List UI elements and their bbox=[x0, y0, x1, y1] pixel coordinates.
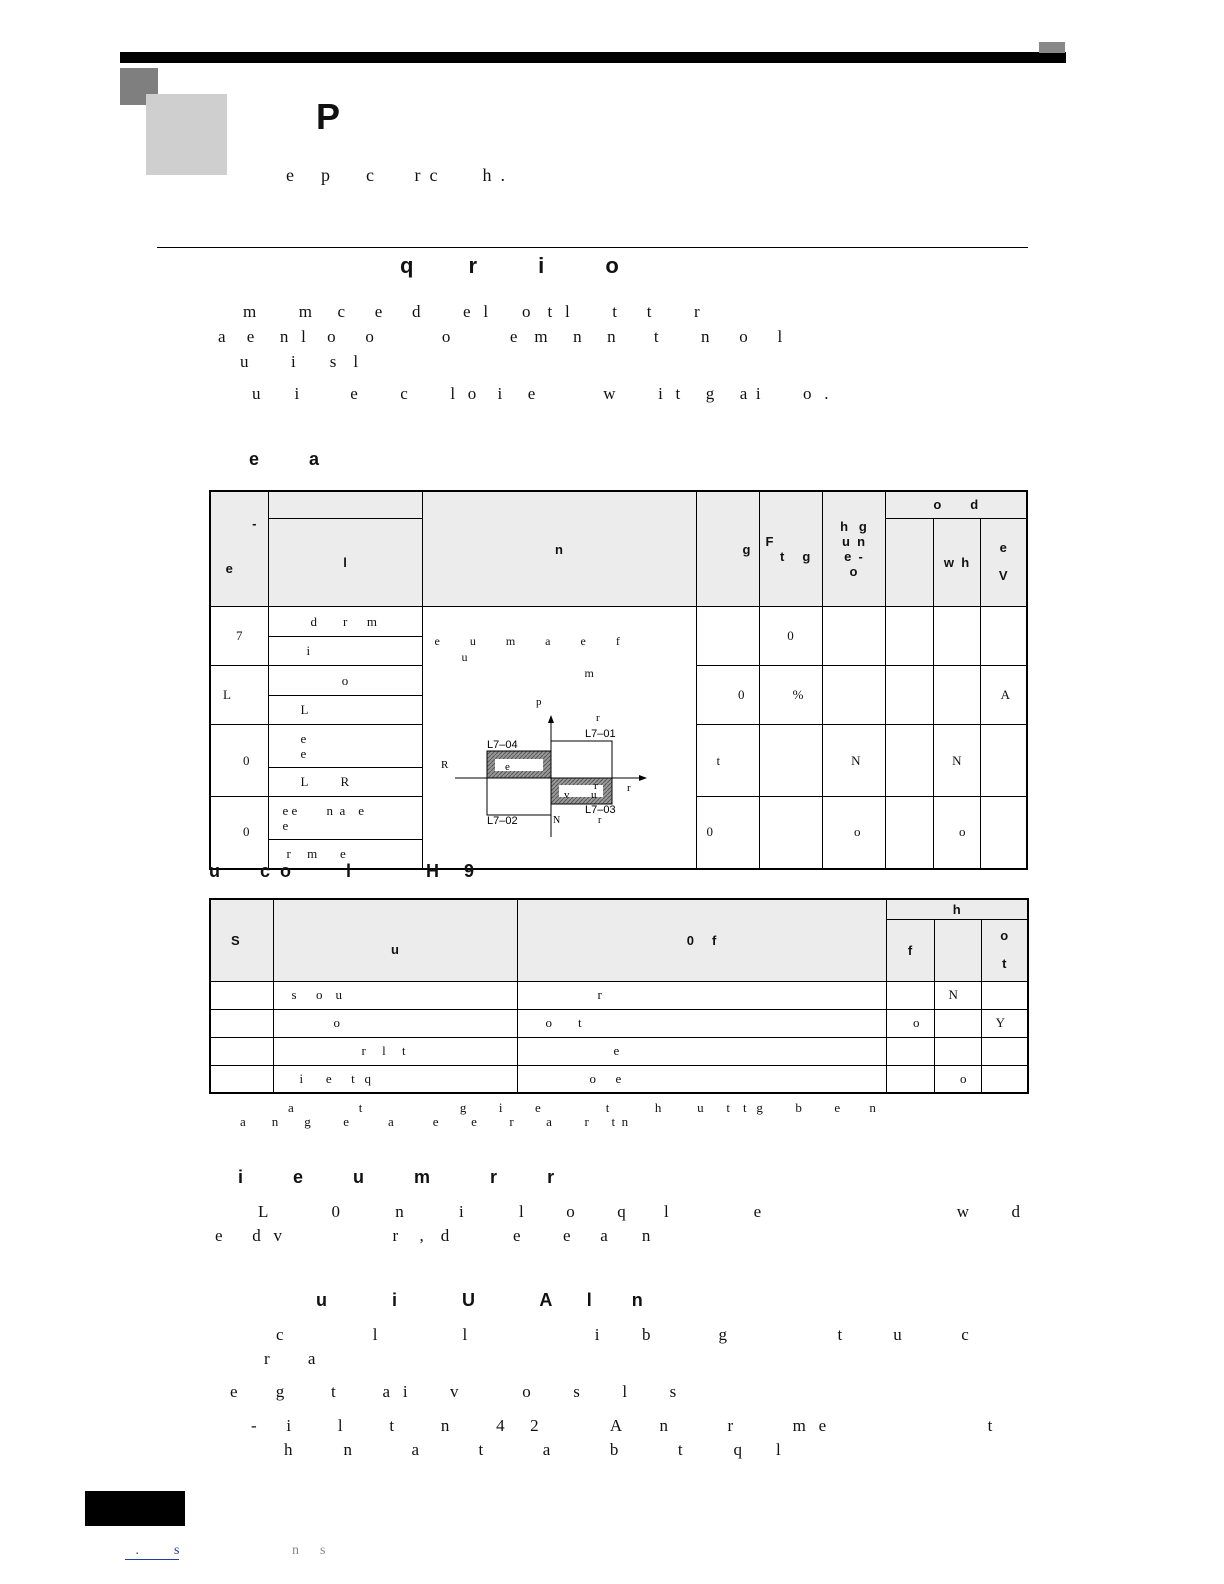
diagram-x-arrow bbox=[639, 775, 647, 781]
t1-row1-number: 7 bbox=[210, 607, 268, 666]
t1-header-control: o d bbox=[885, 491, 1027, 518]
section-title: q r i o bbox=[400, 253, 619, 278]
section3-line-3: e g t a i v o s l s bbox=[230, 1382, 677, 1401]
t1-row4-change: o bbox=[822, 797, 885, 869]
diagram-label-r2: r bbox=[593, 780, 598, 792]
chapter-tab-light bbox=[146, 94, 227, 175]
t1-row4-name-2: r m e bbox=[268, 840, 422, 869]
diagram-label-r3: r bbox=[626, 782, 631, 794]
section2-heading: i e u m r r bbox=[238, 1167, 555, 1187]
section2-line-1: L 0 n i l o q l e w d bbox=[258, 1202, 1020, 1221]
t1-row2-range: 0 bbox=[696, 666, 759, 725]
t1-row3-change: N bbox=[822, 725, 885, 797]
intro-line-3: u i s l bbox=[240, 352, 359, 371]
t2-row1-d bbox=[886, 981, 934, 1009]
t2-row4-b: i e t q bbox=[273, 1065, 517, 1093]
section3-line-4: - i l t n 4 2 A n r m e t bbox=[251, 1416, 993, 1435]
t1-row1-o bbox=[980, 607, 1027, 666]
t2-row2-a bbox=[210, 1009, 273, 1037]
footer-text: n s bbox=[292, 1543, 326, 1558]
t1-row1-v bbox=[885, 607, 933, 666]
t1-row2-name-2: L bbox=[268, 696, 422, 725]
t2-row2-f: Y bbox=[981, 1009, 1028, 1037]
table1-heading: e a bbox=[249, 449, 320, 469]
t2-header-blank bbox=[934, 919, 981, 981]
t1-header-number-label: e bbox=[225, 561, 233, 576]
t2-row4-f bbox=[981, 1065, 1028, 1093]
diagram-label-p: p bbox=[535, 696, 541, 708]
t1-header-number-mark: - bbox=[252, 516, 257, 531]
t2-row4-a bbox=[210, 1065, 273, 1093]
diagram-label-R: R bbox=[440, 759, 448, 771]
t1-row1-default: 0 bbox=[759, 607, 822, 666]
t2-row2-d: o bbox=[886, 1009, 934, 1037]
t1-row4-number: 0 bbox=[210, 797, 268, 869]
section2-line-2: e d v r , d e e a n bbox=[215, 1226, 651, 1245]
t2-row2-c: o t bbox=[517, 1009, 886, 1037]
section3-line-1: c l l i b g t u c bbox=[276, 1325, 969, 1344]
diagram-label-r4: r bbox=[597, 815, 601, 826]
t1-header-control-o: e V bbox=[980, 518, 1027, 606]
diagram-y-arrow bbox=[548, 715, 554, 723]
intro-line-4: u i e c l o i e w i t g a i o . bbox=[252, 384, 829, 403]
table2-note-line-1: a t g i e t h u t t g b e n bbox=[288, 1100, 876, 1115]
t1-row3-v bbox=[885, 725, 933, 797]
t2-row4-e: o bbox=[934, 1065, 981, 1093]
footer-link[interactable]: . s bbox=[125, 1543, 180, 1558]
t1-header-name: l bbox=[268, 518, 422, 606]
intro-line-2: a e n l o o o e m n n t n o l bbox=[218, 327, 783, 346]
t1-row2-number: L bbox=[210, 666, 268, 725]
t1-row3-number: 0 bbox=[210, 725, 268, 797]
t1-row3-name-2: L R bbox=[268, 768, 422, 797]
t2-row4-d bbox=[886, 1065, 934, 1093]
t1-description-cell bbox=[422, 607, 696, 869]
t1-row1-range bbox=[696, 607, 759, 666]
t1-row4-o bbox=[980, 797, 1027, 869]
diagram-label-N: N bbox=[552, 815, 560, 826]
t1-row1-name-2: i bbox=[268, 637, 422, 666]
diagram-label-r: r bbox=[595, 712, 600, 724]
parameter-table bbox=[209, 490, 1028, 870]
section3-line-5: h n a t a b t q l bbox=[284, 1440, 781, 1459]
t2-row3-b: r l t bbox=[273, 1037, 517, 1065]
t1-row2-o: A bbox=[980, 666, 1027, 725]
corner-tab-marker bbox=[1039, 42, 1065, 53]
t1-row4-name-1: e e n a e e bbox=[268, 797, 422, 840]
t1-row1-change bbox=[822, 607, 885, 666]
top-rule-bar bbox=[120, 52, 1066, 63]
t1-row2-name-1: o bbox=[268, 666, 422, 696]
t1-row3-name-1: e e bbox=[268, 725, 422, 768]
diagram-box-l704-inner bbox=[495, 759, 543, 771]
t1-header-name-top bbox=[268, 491, 422, 518]
t1-row2-v bbox=[885, 666, 933, 725]
chapter-title: P bbox=[316, 96, 341, 137]
t2-row2-e bbox=[934, 1009, 981, 1037]
diagram-label-u: u bbox=[590, 789, 596, 801]
t1-header-control-v bbox=[885, 518, 933, 606]
t1-row1-name-1: d r m bbox=[268, 607, 422, 637]
t1-row4-v bbox=[885, 797, 933, 869]
diagram-box-l702 bbox=[487, 778, 551, 815]
t2-row3-d bbox=[886, 1037, 934, 1065]
t2-row4-c: o e bbox=[517, 1065, 886, 1093]
page-number-block bbox=[85, 1491, 185, 1526]
t1-row4-range: 0 bbox=[696, 797, 759, 869]
t1-header-description: n bbox=[422, 491, 696, 607]
t1-header-default: F t g bbox=[759, 491, 822, 607]
t2-row3-f bbox=[981, 1037, 1028, 1065]
t1-row4-f: o bbox=[933, 797, 980, 869]
diagram-label-l704: L7–04 bbox=[486, 739, 518, 751]
table2-note-line-2: a n g e a e e r a r t n bbox=[240, 1114, 629, 1129]
diagram-label-v: v bbox=[563, 789, 569, 801]
t1-row2-change bbox=[822, 666, 885, 725]
chapter-subtitle: e p c r c h . bbox=[286, 165, 505, 185]
t2-row1-a bbox=[210, 981, 273, 1009]
diagram-label-l701: L7–01 bbox=[584, 728, 616, 740]
torque-limit-diagram bbox=[423, 607, 697, 869]
t1-row1-f bbox=[933, 607, 980, 666]
table2-heading: u c o l H 9 bbox=[209, 861, 475, 881]
t1-row3-o bbox=[980, 725, 1027, 797]
t2-header-u: u bbox=[273, 899, 517, 981]
t2-row3-a bbox=[210, 1037, 273, 1065]
t1-header-number bbox=[210, 491, 268, 607]
diagram-box-l701 bbox=[551, 741, 612, 778]
t2-row1-c: r bbox=[517, 981, 886, 1009]
intro-line-1: m m c e d e l o t l t t r bbox=[243, 302, 700, 321]
section3-heading: u i U A l n bbox=[316, 1290, 643, 1310]
t2-header-o: o t bbox=[981, 919, 1028, 981]
section-divider bbox=[157, 247, 1028, 248]
t2-row1-b: s o u bbox=[273, 981, 517, 1009]
t2-header-function: 0 f bbox=[517, 899, 886, 981]
t1-description-text: e u m a e f u m bbox=[434, 634, 620, 680]
t1-row3-range: t bbox=[696, 725, 759, 797]
t1-row4-default bbox=[759, 797, 822, 869]
t1-header-control-f: w h bbox=[933, 518, 980, 606]
t2-row3-c: e bbox=[517, 1037, 886, 1065]
t2-row1-e: N bbox=[934, 981, 981, 1009]
t2-row2-b: o bbox=[273, 1009, 517, 1037]
t1-header-change: h g u n e - o bbox=[822, 491, 885, 607]
diagram-label-l702: L7–02 bbox=[486, 815, 518, 827]
related-parameters-table bbox=[209, 898, 1029, 1094]
t1-row3-f: N bbox=[933, 725, 980, 797]
t1-row2-default: % bbox=[759, 666, 822, 725]
t2-header-f: f bbox=[886, 919, 934, 981]
t2-row1-f bbox=[981, 981, 1028, 1009]
t2-row3-e bbox=[934, 1037, 981, 1065]
t1-row3-default bbox=[759, 725, 822, 797]
diagram-label-l703: L7–03 bbox=[584, 804, 616, 816]
section3-line-2: r a bbox=[264, 1349, 316, 1368]
diagram-label-e: e bbox=[504, 761, 510, 773]
t2-header-s: S bbox=[210, 899, 273, 981]
t1-header-range: g bbox=[696, 491, 759, 607]
t2-header-control: h bbox=[886, 899, 1028, 919]
t1-row2-f bbox=[933, 666, 980, 725]
